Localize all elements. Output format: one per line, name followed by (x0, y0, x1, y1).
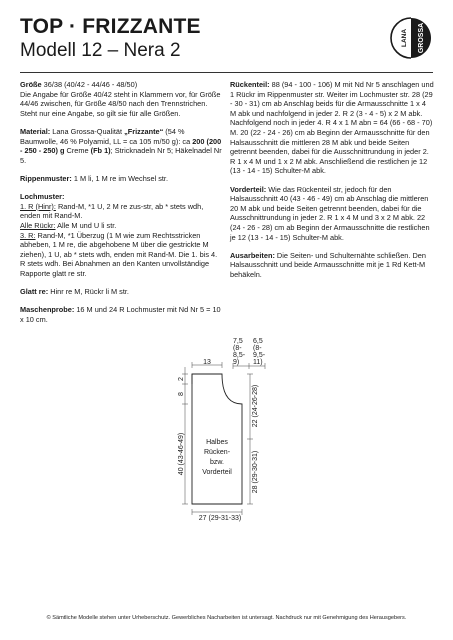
top-right-dim-4: 11) (253, 359, 263, 366)
front-label: Vorderteil: (230, 184, 267, 194)
side-height-dim: 28 (29-30-31) (252, 450, 259, 494)
right-column (230, 80, 434, 279)
svg-text:GROSSA: GROSSA (418, 22, 425, 54)
neck-height-dim: 8 (178, 392, 185, 396)
lace-row3-text: Rand-M, *1 Überzug (1 M wie zum Rechtsstricken abheben, 1 M re, die abgehobene M über die gestrickte M ziehen), 1 U, ab * stets wdh, enden mit Rand-M. Die 1. bis 4. R stets wdh. Bei Abnahmen an den Kanten unvollständige Rapporte glatt re str. (20, 230, 218, 278)
gauge-section (20, 305, 224, 324)
gauge-label: Maschenprobe: (20, 305, 75, 315)
material-text-3: Creme (64, 146, 91, 156)
material-section (20, 127, 224, 165)
size-label: Größe (20, 80, 42, 89)
material-amount: 200 (200 - 250 - 250) g (20, 136, 222, 156)
finishing-text: Die Seiten- und Schulternähte schließen. Den Halsausschnitt und beide Armausschnitte mit je 1 Rd Kett-M behäkeln. (230, 250, 426, 279)
back-label: Rückenteil: (230, 80, 270, 89)
rib-label: Rippenmuster: (20, 173, 72, 183)
total-height-dim: 40 (43-46-49) (178, 432, 185, 476)
size-note: Die Angabe für Größe 40/42 steht in Klammern vor, für Größe 44/46 zwischen, für Größe 48/50 nach den Trennstrichen. Steht nur eine Angabe, so gilt sie für alle Größen. (20, 89, 221, 118)
schematic-diagram (170, 334, 310, 524)
back-text: 88 (94 - 100 - 106) M mit Nd Nr 5 anschlagen und 1 Rückr im Rippenmuster str. Weiter im Lochmuster str. 28 (29 - 30 - 31) cm ab Anschlag beids für die Armausschnitte 1 x 4 M abk und nachfolgend in jeder 2. R 2 (3 - 4 - 5) x 2 M abk. Nachfolgend noch in jeder 4. R 4 x 1 M abn = 64 (66 - 68 - 70) M. 20 (22 - 24 - 26) cm ab Beginn der Armausschnitte für den Halsausschnitt die mittleren 28 M abk und beide Seiten getrennt beenden, dabei für die Ausschnittrundung in jeder 2. R 1 x 4 M und 1 x 2 M abk. Anschließend die restlichen je 12 (13 - 14 - 15) Schulter-M abk. (230, 80, 434, 176)
left-column (20, 80, 224, 324)
material-label: Material: (20, 126, 51, 136)
lace-row1-label: 1. R (Hinr): (20, 201, 56, 211)
lace-row3-label: 3. R: (20, 230, 36, 240)
gauge-text: 16 M und 24 R Lochmuster mit Nd Nr 5 = 10 x 10 cm. (20, 305, 221, 324)
neck-depth-dim: 2 (178, 377, 185, 381)
bottom-width-dim: 27 (29-31-33) (198, 515, 242, 522)
material-text-1: Lana Grossa-Qualität (50, 126, 125, 136)
material-text-2: (54 % Baumwolle, 46 % Polyamid, LL = ca 105 m/50 g): ca (20, 126, 193, 146)
lace-back-text: Alle M und U li str. (55, 220, 117, 230)
stockinette-section (20, 287, 224, 297)
header-divider (20, 72, 433, 73)
lace-label: Lochmuster: (20, 192, 65, 202)
size-text: 36/38 (40/42 - 44/46 - 48/50) (41, 80, 138, 89)
top-right-dim-3: 9,5- (253, 352, 266, 359)
stockinette-label: Glatt re: (20, 287, 49, 297)
shoulder-dim: 13 (203, 359, 211, 366)
top-right-dim: 6,5 (253, 338, 263, 345)
svg-text:LANA: LANA (401, 28, 408, 48)
top-left-dim-3: 8,5- (233, 352, 246, 359)
size-section (20, 80, 224, 118)
finishing-section (230, 251, 434, 280)
front-section (230, 185, 434, 243)
top-right-dim-2: (8- (253, 345, 262, 352)
copyright-footer: © Sämtliche Modelle stehen unter Urheberschutz. Gewerbliches Nacharbeiten ist untersagt. Nachdruck nur mit Genehmigung des Herausgebers. (46, 615, 407, 621)
armhole-height-dim: 22 (24-26-28) (252, 384, 259, 428)
lana-grossa-logo (389, 16, 433, 60)
center-label-2: Rücken- (203, 449, 231, 456)
center-label-4: Vorderteil (202, 469, 232, 476)
page-title: TOP · FRIZZANTE (20, 15, 201, 38)
back-section (230, 80, 434, 176)
rib-text: 1 M li, 1 M re im Wechsel str. (71, 173, 168, 183)
top-left-dim: 7,5 (233, 338, 243, 345)
material-quality: „Frizzante“ (124, 126, 164, 136)
front-text: Wie das Rückenteil str, jedoch für den Halsausschnitt 40 (43 - 46 - 49) cm ab Anschlag die mittleren 20 M abk und beide Seiten getrennt beenden, dabei für die Ausschnittrundung in jeder 2. R 1 x 4 M und 3 x 2 M abk. 22 (24 - 26 - 28) cm ab Beginn der Armausschnitte die restlichen je 12 (13 - 14 - 15) Schulter-M abk. (230, 184, 430, 242)
lace-back-label: Alle Rückr: (20, 220, 56, 230)
lace-row1-text: Rand-M, *1 U, 2 M re zus-str, ab * stets wdh, enden mit Rand-M. (20, 201, 204, 221)
page-subtitle: Modell 12 – Nera 2 (20, 40, 181, 61)
material-text-4: ; Stricknadeln Nr 5; Häkelnadel Nr 5. (20, 146, 222, 165)
top-left-dim-4: 9) (233, 359, 240, 366)
lace-section (20, 192, 224, 278)
top-left-dim-2: (8- (233, 345, 242, 352)
stockinette-text: Hinr re M, Rückr li M str. (48, 287, 129, 297)
finishing-label: Ausarbeiten: (230, 250, 275, 260)
center-label-3: bzw. (209, 459, 225, 466)
center-label-1: Halbes (206, 439, 228, 446)
rib-section (20, 174, 224, 184)
material-color: (Fb 1) (90, 146, 111, 156)
